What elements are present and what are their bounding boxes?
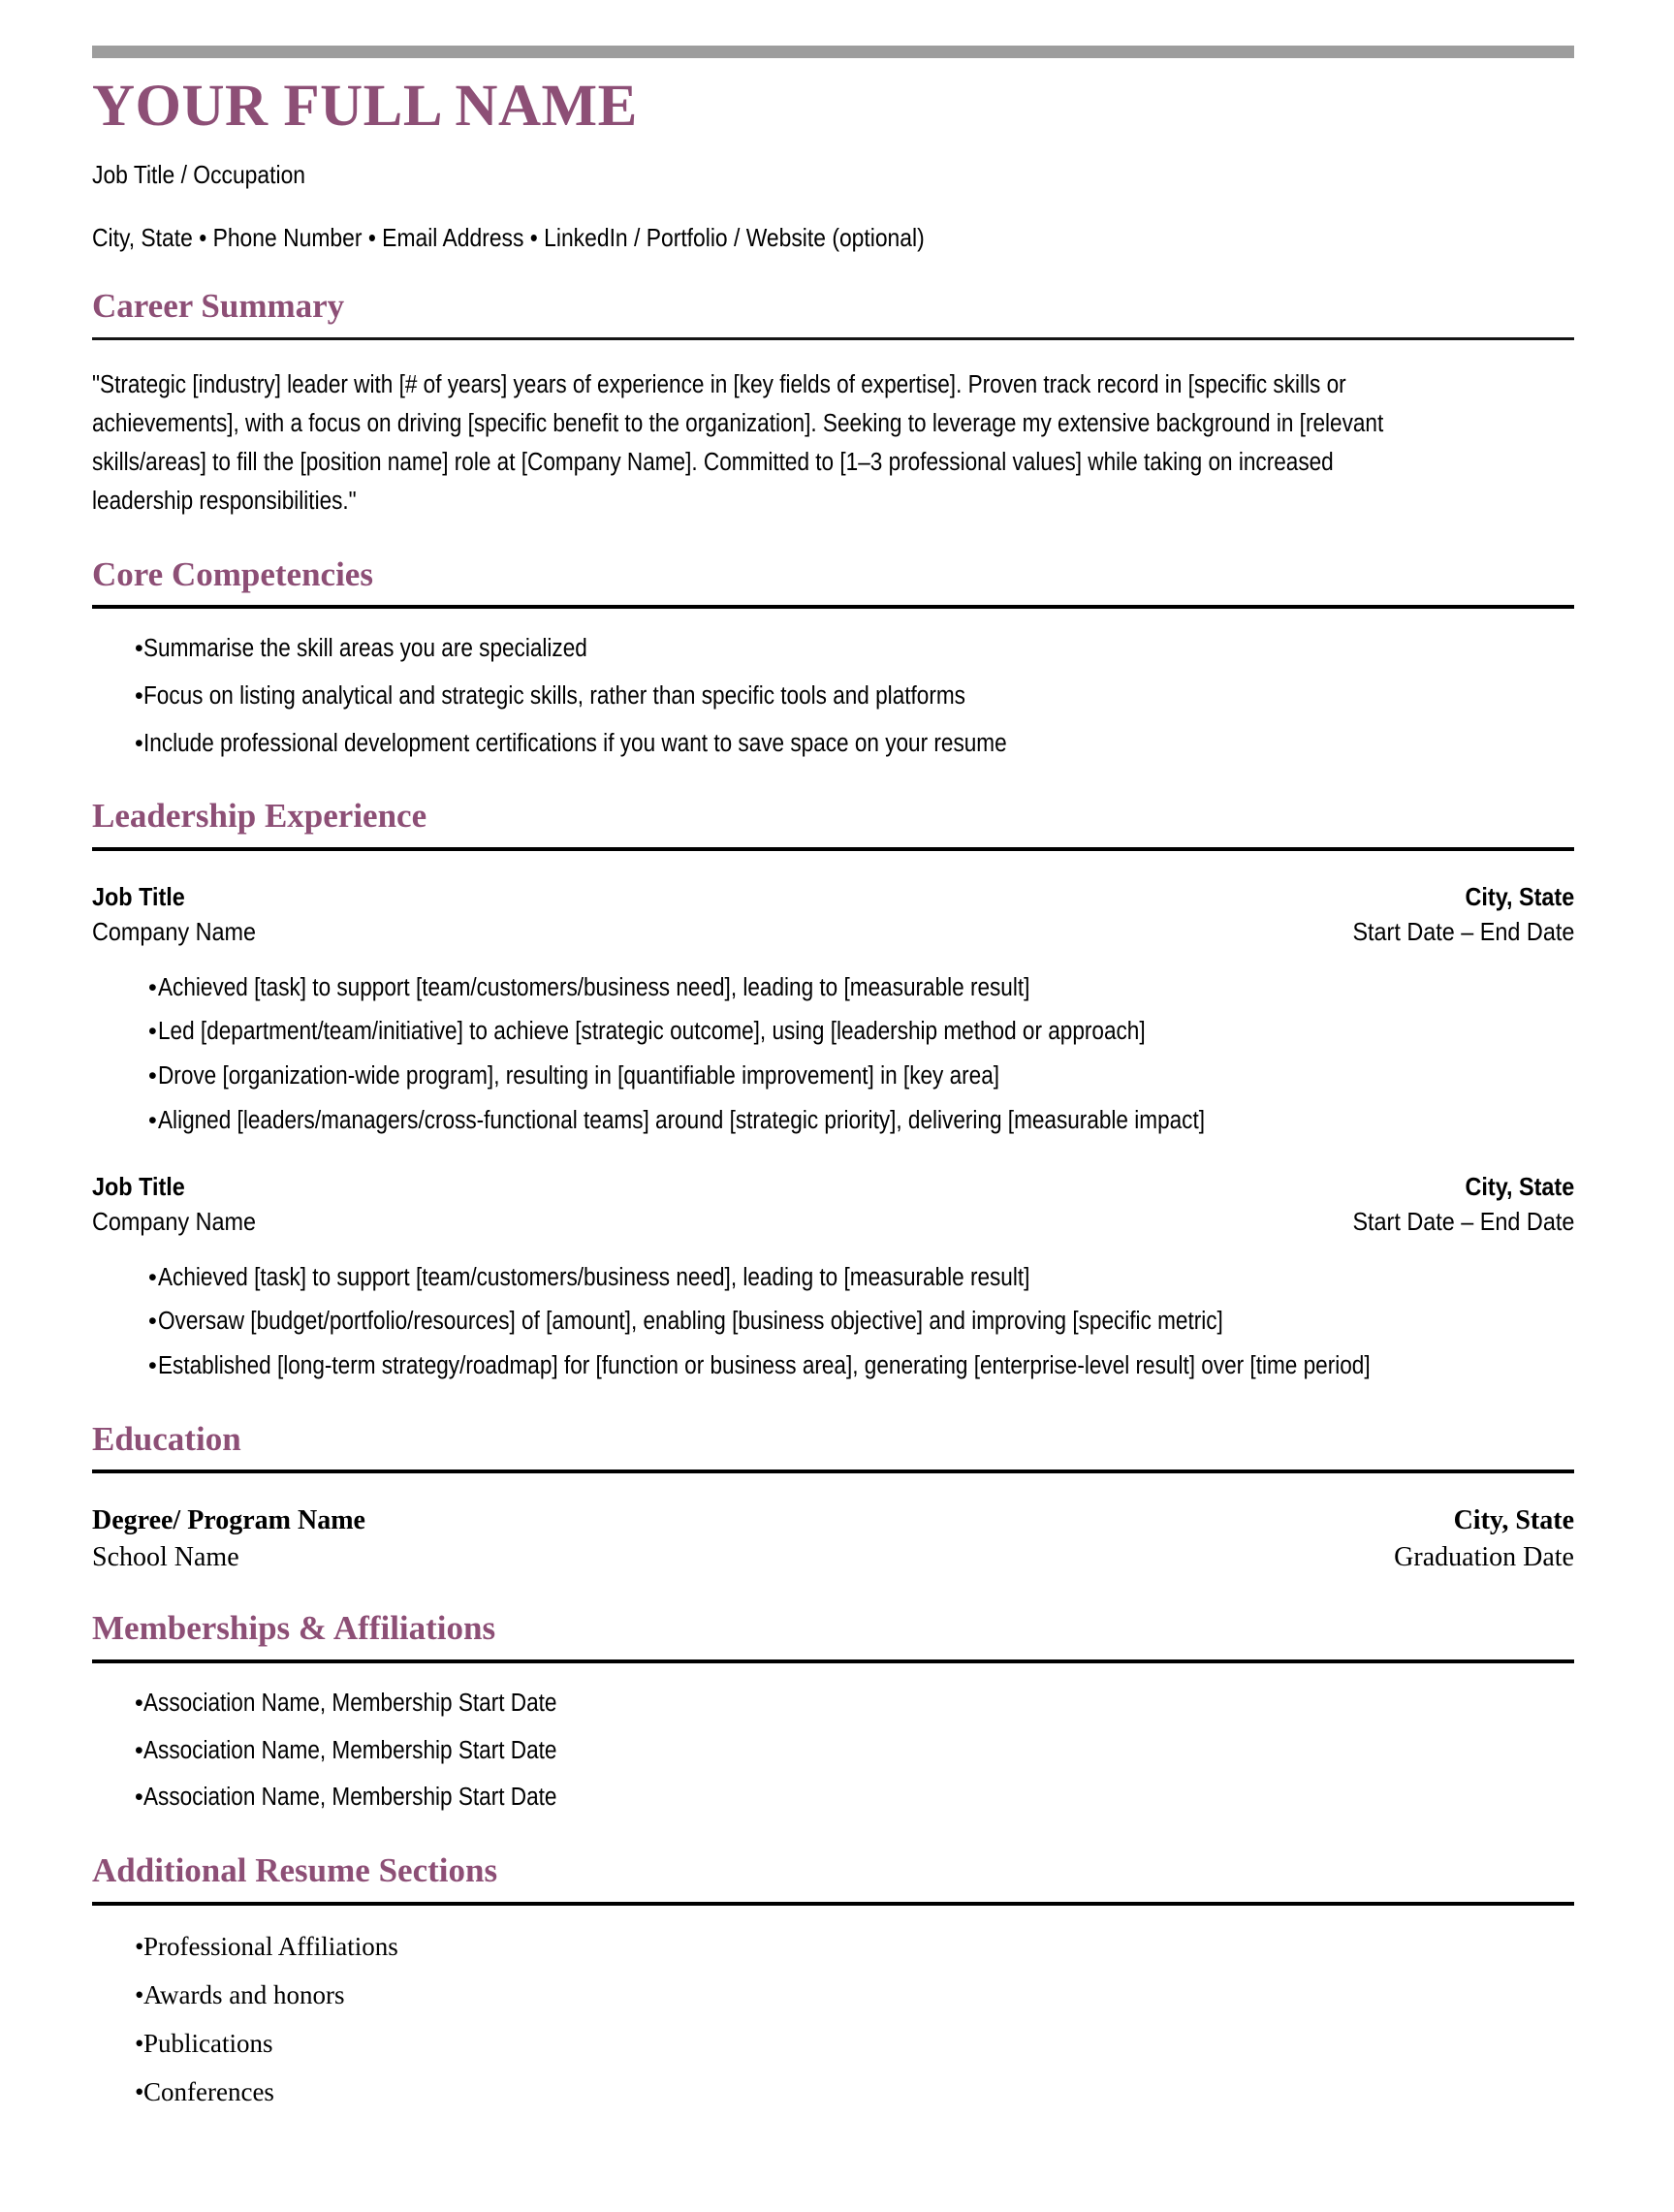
section-heading-additional: Additional Resume Sections [92, 1851, 498, 1890]
list-item-text: Professional Affiliations [143, 1931, 398, 1961]
education-location: City, State [1453, 1505, 1574, 1536]
section-divider [92, 847, 1574, 851]
list-item-text: Achieved [task] to support [team/customers/business need], leading to [measurable result] [158, 1263, 1030, 1291]
section-career-summary [92, 288, 1574, 521]
list-item-text: Include professional development certifications if you want to save space on your resume [143, 729, 1007, 757]
section-education [92, 1421, 1574, 1576]
resume-header [92, 76, 1574, 253]
core-competencies-list [92, 630, 1574, 763]
education-degree-name: Degree/ Program Name [92, 1505, 365, 1536]
experience-entries [92, 880, 1574, 1386]
list-item-text: Conferences [143, 2076, 274, 2106]
list-item [92, 630, 1574, 669]
experience-company-name: Company Name [92, 916, 257, 946]
experience-job-title: Job Title [92, 1171, 185, 1201]
education-school-row [92, 1539, 1574, 1576]
experience-entry [92, 880, 1574, 1141]
resume-content [0, 46, 1674, 2112]
list-item [92, 1927, 1574, 1967]
list-item-text: Association Name, Membership Start Date [143, 1689, 557, 1717]
education-degree-row [92, 1502, 1574, 1539]
list-item-text: Focus on listing analytical and strategic skills, rather than specific tools and platforms [143, 681, 965, 710]
experience-job-title: Job Title [92, 881, 185, 911]
contact-line: City, State • Phone Number • Email Address • LinkedIn / Portfolio / Website (optional) [92, 222, 925, 252]
section-additional-resume-sections [92, 1852, 1574, 2112]
list-item-text: Oversaw [budget/portfolio/resources] of [amount], enabling [business objective] and improving [specific metric] [158, 1308, 1223, 1336]
education-graduation-date: Graduation Date [1394, 1541, 1574, 1572]
list-item [92, 725, 1574, 764]
list-item [92, 969, 1574, 1008]
education-entries [92, 1502, 1574, 1575]
header-accent-bar [92, 46, 1574, 58]
list-item [92, 1975, 1574, 2015]
experience-title-row [92, 1170, 1574, 1205]
list-item [92, 1732, 1574, 1771]
section-heading-leadership-experience: Leadership Experience [92, 797, 427, 836]
list-item [92, 1685, 1574, 1723]
list-item-text: Aligned [leaders/managers/cross-functional teams] around [strategic priority], delivering [measurable impact] [158, 1107, 1205, 1135]
list-item [92, 1013, 1574, 1052]
resume-page [0, 46, 1674, 2212]
experience-company-name: Company Name [92, 1206, 257, 1236]
memberships-list [92, 1685, 1574, 1817]
section-heading-career-summary: Career Summary [92, 287, 345, 326]
education-entry [92, 1502, 1574, 1575]
section-memberships-affiliations [92, 1610, 1574, 1817]
list-item [92, 678, 1574, 716]
list-item-text: Established [long-term strategy/roadmap] for [function or business area], generating [enterprise-level result] over [time period] [158, 1352, 1371, 1380]
list-item [92, 1058, 1574, 1096]
list-item-text: Association Name, Membership Start Date [143, 1784, 557, 1812]
list-item [92, 1259, 1574, 1298]
education-school-name: School Name [92, 1541, 239, 1572]
section-divider [92, 1659, 1574, 1663]
job-title-occupation: Job Title / Occupation [92, 160, 306, 190]
list-item-text: Summarise the skill areas you are specialized [143, 635, 587, 663]
list-item-text: Achieved [task] to support [team/customers/business need], leading to [measurable result] [158, 973, 1030, 1001]
section-heading-core-competencies: Core Competencies [92, 554, 373, 593]
list-item [92, 1347, 1574, 1386]
section-divider [92, 605, 1574, 609]
list-item [92, 2024, 1574, 2064]
section-heading-memberships: Memberships & Affiliations [92, 1609, 496, 1648]
list-item-text: Awards and honors [143, 1979, 345, 2009]
experience-title-row [92, 880, 1574, 915]
section-divider [92, 1902, 1574, 1906]
experience-entry [92, 1170, 1574, 1386]
section-divider [92, 1469, 1574, 1473]
experience-company-row [92, 1205, 1574, 1240]
experience-location: City, State [1465, 881, 1574, 911]
list-item [92, 1779, 1574, 1817]
experience-dates: Start Date – End Date [1352, 1206, 1574, 1236]
list-item [92, 1102, 1574, 1141]
section-core-competencies [92, 556, 1574, 764]
full-name: YOUR FULL NAME [92, 74, 638, 139]
list-item-text: Association Name, Membership Start Date [143, 1736, 557, 1764]
career-summary-paragraph: "Strategic [industry] leader with [# of years] years of experience in [key fields of expertise]. Proven track record in [specific skills or achievements], with a focus on driving [specific benefit to the organization]. Seeking to leverage my extensive background in [relevant skills/areas] to fill the [position name] role at [Company Name]. Committed to [1–3 professional values] while taking on increased leadership responsibilities." [92, 370, 1384, 516]
list-item-text: Drove [organization-wide program], resulting in [quantifiable improvement] in [key area] [158, 1062, 1000, 1090]
experience-location: City, State [1465, 1171, 1574, 1201]
section-divider [92, 337, 1574, 340]
list-item-text: Publications [143, 2028, 273, 2058]
experience-company-row [92, 915, 1574, 950]
additional-sections-list [92, 1927, 1574, 2112]
list-item [92, 1303, 1574, 1342]
experience-bullet-list [92, 1259, 1574, 1386]
section-leadership-experience [92, 798, 1574, 1385]
experience-bullet-list [92, 969, 1574, 1141]
section-heading-education: Education [92, 1419, 241, 1458]
list-item-text: Led [department/team/initiative] to achieve [strategic outcome], using [leadership method or approach] [158, 1018, 1146, 1046]
experience-dates: Start Date – End Date [1352, 916, 1574, 946]
list-item [92, 2072, 1574, 2112]
